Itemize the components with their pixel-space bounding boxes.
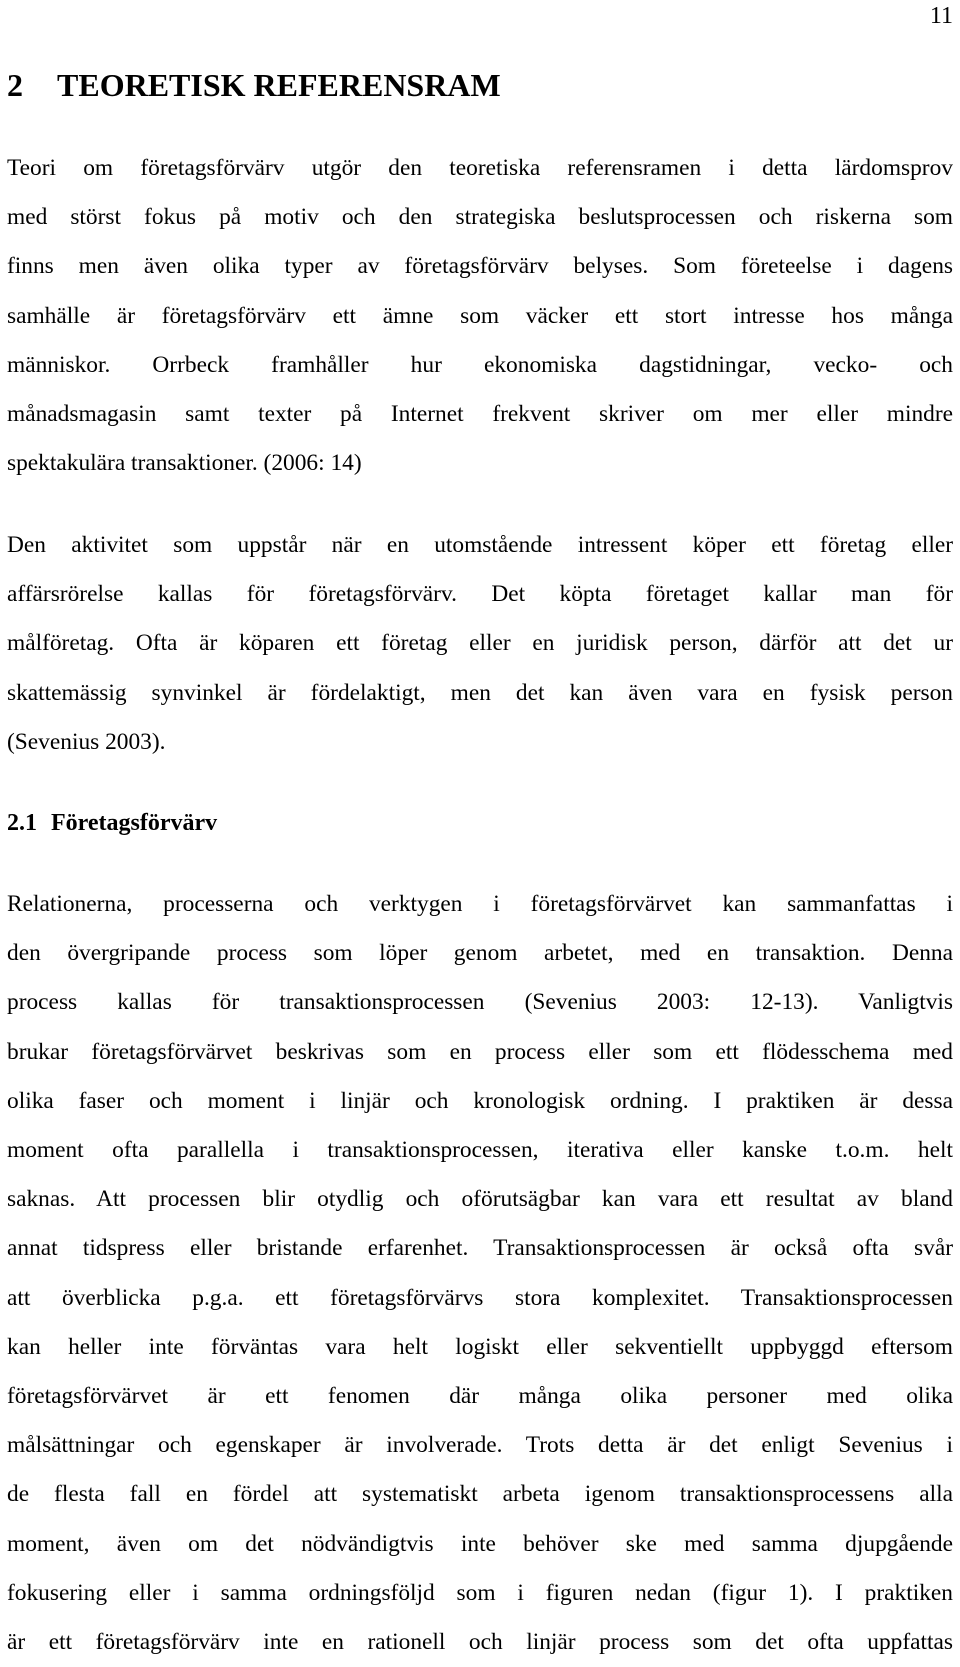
section-title: Företagsförvärv (51, 810, 218, 836)
text-line: affärsrörelse kallas för företagsförvärv. Det köpta företaget kallar man för (7, 581, 953, 608)
chapter-number: 2 (7, 67, 23, 103)
paragraph (7, 880, 953, 1667)
intro-paragraph-2 (7, 521, 953, 767)
text-line: fokusering eller i samma ordningsföljd som i figuren nedan (figur 1). I praktiken (7, 1579, 953, 1606)
paragraph (7, 521, 953, 767)
text-line: moment ofta parallella i transaktionsprocessen, iterativa eller kanske t.o.m. helt (7, 1137, 953, 1164)
text-line: de flesta fall en fördel att systematiskt arbeta igenom transaktionsprocessens alla (7, 1481, 953, 1508)
text-line: brukar företagsförvärvet beskrivas som en process eller som ett flödesschema med (7, 1038, 953, 1065)
text-line: finns men även olika typer av företagsförvärv belyses. Som företeelse i dagens (7, 253, 953, 280)
page-number: 11 (929, 3, 953, 29)
text-line: månadsmagasin samt texter på Internet frekvent skriver om mer eller mindre (7, 401, 953, 428)
text-line: att överblicka p.g.a. ett företagsförvärvs stora komplexitet. Transaktionsprocessen (7, 1284, 953, 1311)
text-line: den övergripande process som löper genom arbetet, med en transaktion. Denna (7, 940, 953, 967)
text-line: kan heller inte förväntas vara helt logiskt eller sekventiellt uppbyggd eftersom (7, 1333, 953, 1360)
text-line: Teori om företagsförvärv utgör den teoretiska referensramen i detta lärdomsprov (7, 155, 953, 181)
text-line: med störst fokus på motiv och den strategiska beslutsprocessen och riskerna som (7, 204, 953, 231)
paragraph (7, 144, 953, 488)
text-line: skattemässig synvinkel är fördelaktigt, men det kan även vara en fysisk person (7, 679, 953, 706)
text-line: är ett företagsförvärv inte en rationell och linjär process som det ofta uppfattas (7, 1629, 953, 1656)
text-line: samhälle är företagsförvärv ett ämne som väcker ett stort intresse hos många (7, 302, 953, 329)
section-heading (7, 803, 217, 843)
text-line: målsättningar och egenskaper är involverade. Trots detta är det enligt Sevenius i (7, 1432, 953, 1459)
text-line: (Sevenius 2003). (7, 728, 166, 755)
text-line: målföretag. Ofta är köparen ett företag eller en juridisk person, därför att det ur (7, 630, 953, 657)
section-paragraph (7, 880, 953, 1667)
text-line: process kallas för transaktionsprocessen (Sevenius 2003: 12-13). Vanligtvis (7, 989, 953, 1016)
intro-paragraph-1 (7, 144, 953, 488)
text-line: Den aktivitet som uppstår när en utomstående intressent köper ett företag eller (7, 532, 953, 558)
text-line: spektakulära transaktioner. (2006: 14) (7, 450, 362, 477)
section-number: 2.1 (7, 810, 37, 836)
text-line: människor. Orrbeck framhåller hur ekonomiska dagstidningar, vecko- och (7, 351, 953, 378)
text-line: företagsförvärvet är ett fenomen där många olika personer med olika (7, 1383, 953, 1410)
text-line: Relationerna, processerna och verktygen i företagsförvärvet kan sammanfattas i (7, 891, 953, 917)
text-line: olika faser och moment i linjär och kronologisk ordning. I praktiken är dessa (7, 1087, 953, 1114)
text-line: moment, även om det nödvändigtvis inte behöver ske med samma djupgående (7, 1530, 953, 1557)
text-line: saknas. Att processen blir otydlig och oförutsägbar kan vara ett resultat av bland (7, 1186, 953, 1213)
text-line: annat tidspress eller bristande erfarenhet. Transaktionsprocessen är också ofta svår (7, 1235, 953, 1262)
chapter-title: TEORETISK REFERENSRAM (57, 67, 501, 103)
chapter-heading (7, 60, 501, 110)
